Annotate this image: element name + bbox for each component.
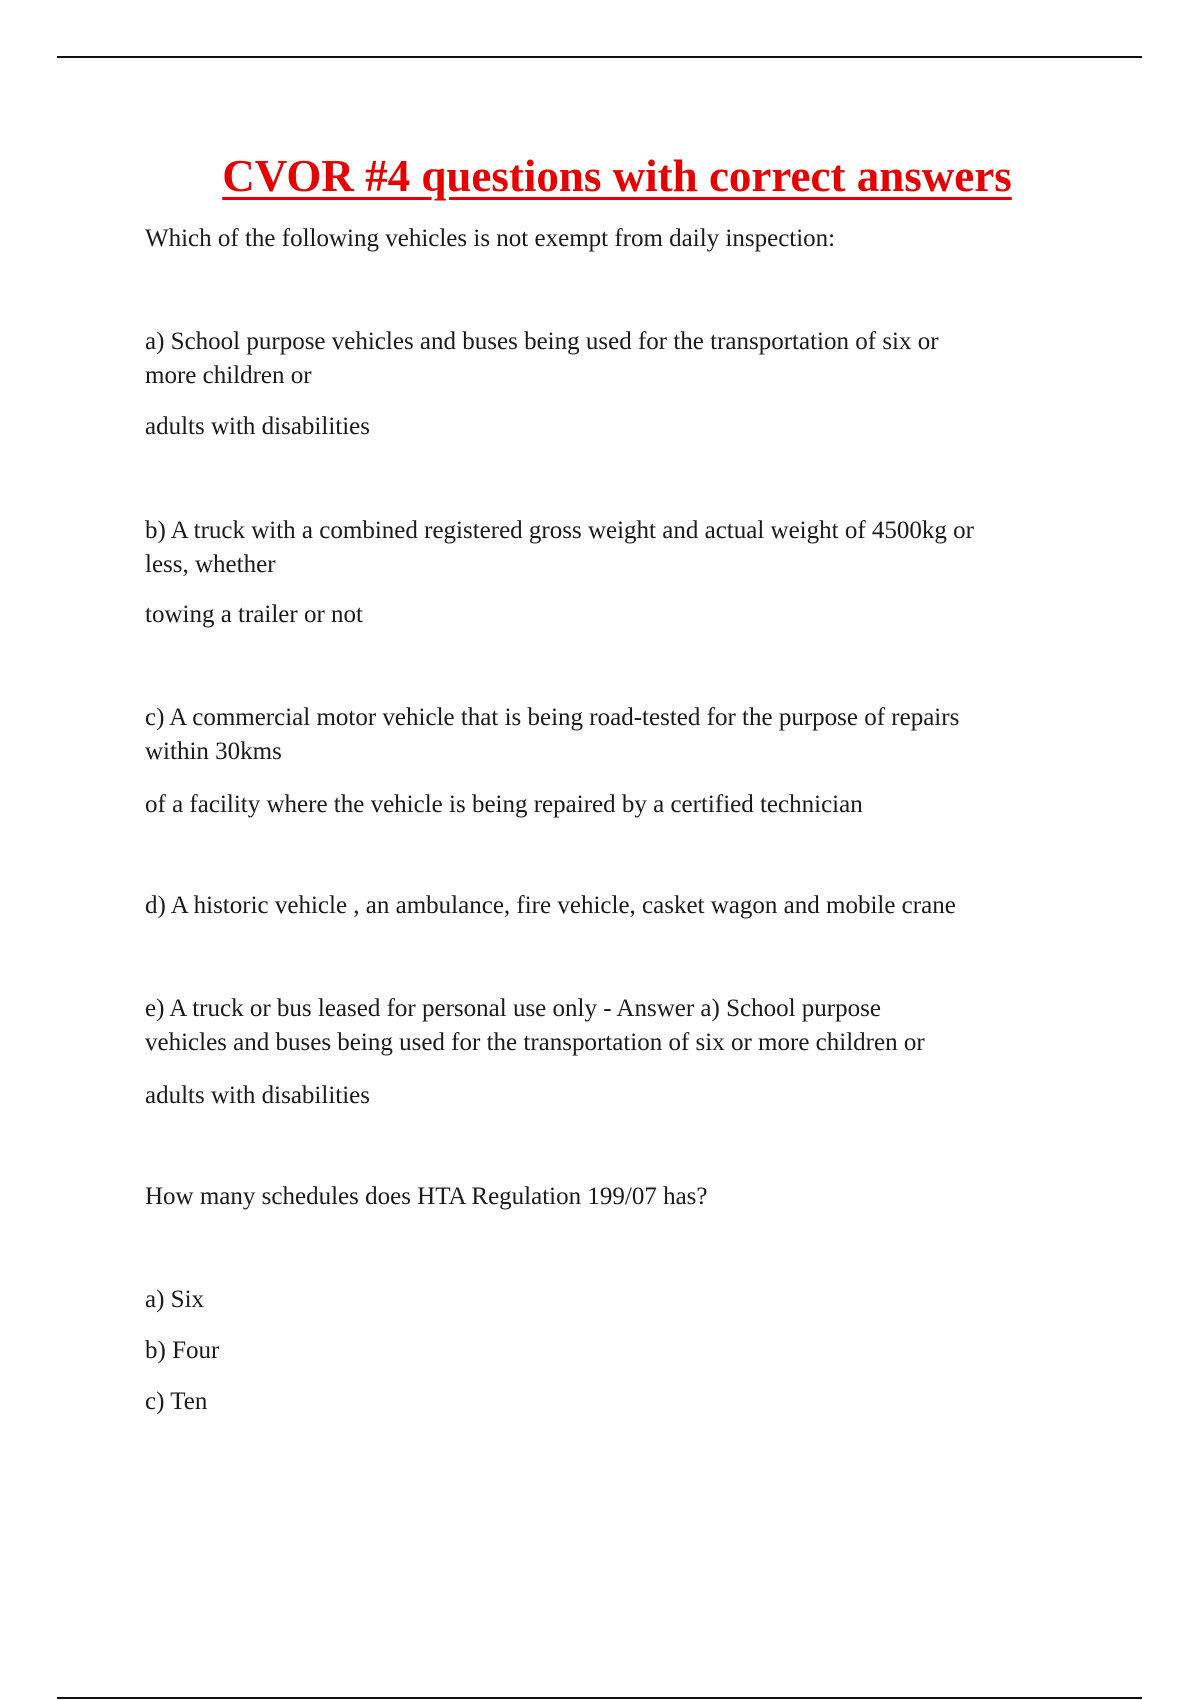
question1-option-a-line1: a) School purpose vehicles and buses being used for the transportation of six or: [145, 328, 939, 355]
footer-rule: [57, 1697, 1142, 1699]
question1-option-b-line1: b) A truck with a combined registered gross weight and actual weight of 4500kg or: [145, 517, 974, 544]
question1-option-b-line2: less, whether: [145, 551, 276, 578]
question2-prompt: How many schedules does HTA Regulation 199/07 has?: [145, 1183, 708, 1210]
question1-option-c-line1: c) A commercial motor vehicle that is being road-tested for the purpose of repairs: [145, 704, 960, 731]
header-rule: [57, 56, 1142, 58]
question1-option-c-line3: of a facility where the vehicle is being repaired by a certified technician: [145, 791, 863, 818]
question1-option-c-line2: within 30kms: [145, 738, 282, 765]
question1-option-e-line1: e) A truck or bus leased for personal use only - Answer a) School purpose: [145, 995, 881, 1022]
question2-option-c: c) Ten: [145, 1388, 208, 1415]
question1-prompt: Which of the following vehicles is not exempt from daily inspection:: [145, 225, 836, 252]
page-title: CVOR #4 questions with correct answers: [222, 151, 1012, 201]
question1-option-a-line2: more children or: [145, 362, 312, 389]
question1-option-d-line1: d) A historic vehicle , an ambulance, fire vehicle, casket wagon and mobile crane: [145, 892, 956, 919]
question2-option-b: b) Four: [145, 1337, 220, 1364]
question1-option-e-line3: adults with disabilities: [145, 1082, 370, 1109]
question2-option-a: a) Six: [145, 1286, 205, 1313]
question1-option-e-line2: vehicles and buses being used for the transportation of six or more children or: [145, 1029, 925, 1056]
question1-option-a-line3: adults with disabilities: [145, 413, 370, 440]
question1-option-b-line3: towing a trailer or not: [145, 601, 363, 628]
